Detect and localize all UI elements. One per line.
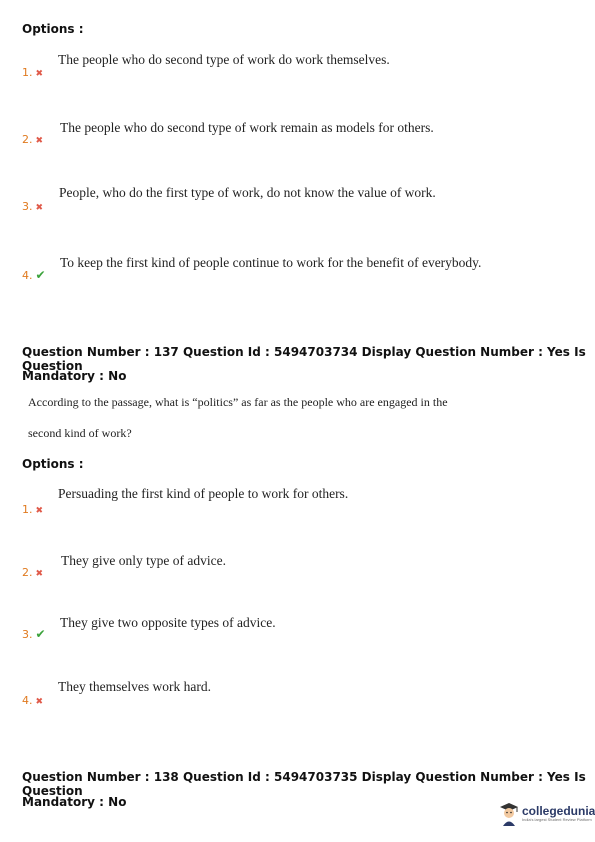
wrong-mark-icon: ✖: [35, 569, 44, 579]
graduate-mascot-icon: [498, 800, 520, 826]
option-number: [22, 627, 46, 641]
option-number: [22, 503, 43, 516]
option-text: The people who do second type of work do work themselves.: [58, 52, 390, 67]
option-text: They give only type of advice.: [61, 553, 226, 568]
option-number-label: 2.: [22, 566, 33, 579]
question-header: Question Number : 137 Question Id : 5494703734 Display Question Number : Yes Is Question: [22, 345, 586, 373]
wrong-mark-icon: ✖: [35, 697, 44, 707]
option-text: People, who do the first type of work, do not know the value of work.: [59, 185, 436, 200]
logo-tagline: India's largest Student Review Platform: [522, 816, 592, 822]
question-header: Question Number : 138 Question Id : 5494703735 Display Question Number : Yes Is Question: [22, 770, 586, 798]
collegedunia-logo: [498, 800, 595, 826]
correct-mark-icon: ✔: [35, 268, 46, 282]
option-number-label: 1.: [22, 66, 33, 79]
wrong-mark-icon: ✖: [35, 203, 44, 213]
question-header-mandatory: Mandatory : No: [22, 795, 127, 809]
question-text-line: According to the passage, what is “politics” as far as the people who are engaged in the: [28, 395, 448, 409]
wrong-mark-icon: ✖: [35, 69, 44, 79]
option-number: [22, 66, 43, 79]
option-text: They give two opposite types of advice.: [60, 615, 276, 630]
options-label: Options :: [22, 22, 84, 36]
correct-mark-icon: ✔: [35, 627, 46, 641]
option-number: [22, 566, 43, 579]
option-number-label: 2.: [22, 133, 33, 146]
option-number: [22, 200, 43, 213]
logo-name: collegedunia: [522, 803, 595, 818]
option-number-label: 1.: [22, 503, 33, 516]
option-text: Persuading the first kind of people to work for others.: [58, 486, 349, 501]
option-text: To keep the first kind of people continue to work for the benefit of everybody.: [60, 255, 482, 270]
question-text-line: second kind of work?: [28, 426, 132, 440]
option-number-label: 3.: [22, 628, 33, 641]
option-number-label: 3.: [22, 200, 33, 213]
option-text: They themselves work hard.: [58, 679, 211, 694]
option-number: [22, 133, 43, 146]
options-label: Options :: [22, 457, 84, 471]
option-number: [22, 268, 46, 282]
wrong-mark-icon: ✖: [35, 506, 44, 516]
option-number: [22, 694, 43, 707]
option-number-label: 4.: [22, 694, 33, 707]
option-text: The people who do second type of work remain as models for others.: [60, 120, 434, 135]
question-header-mandatory: Mandatory : No: [22, 369, 127, 383]
wrong-mark-icon: ✖: [35, 136, 44, 146]
option-number-label: 4.: [22, 269, 33, 282]
